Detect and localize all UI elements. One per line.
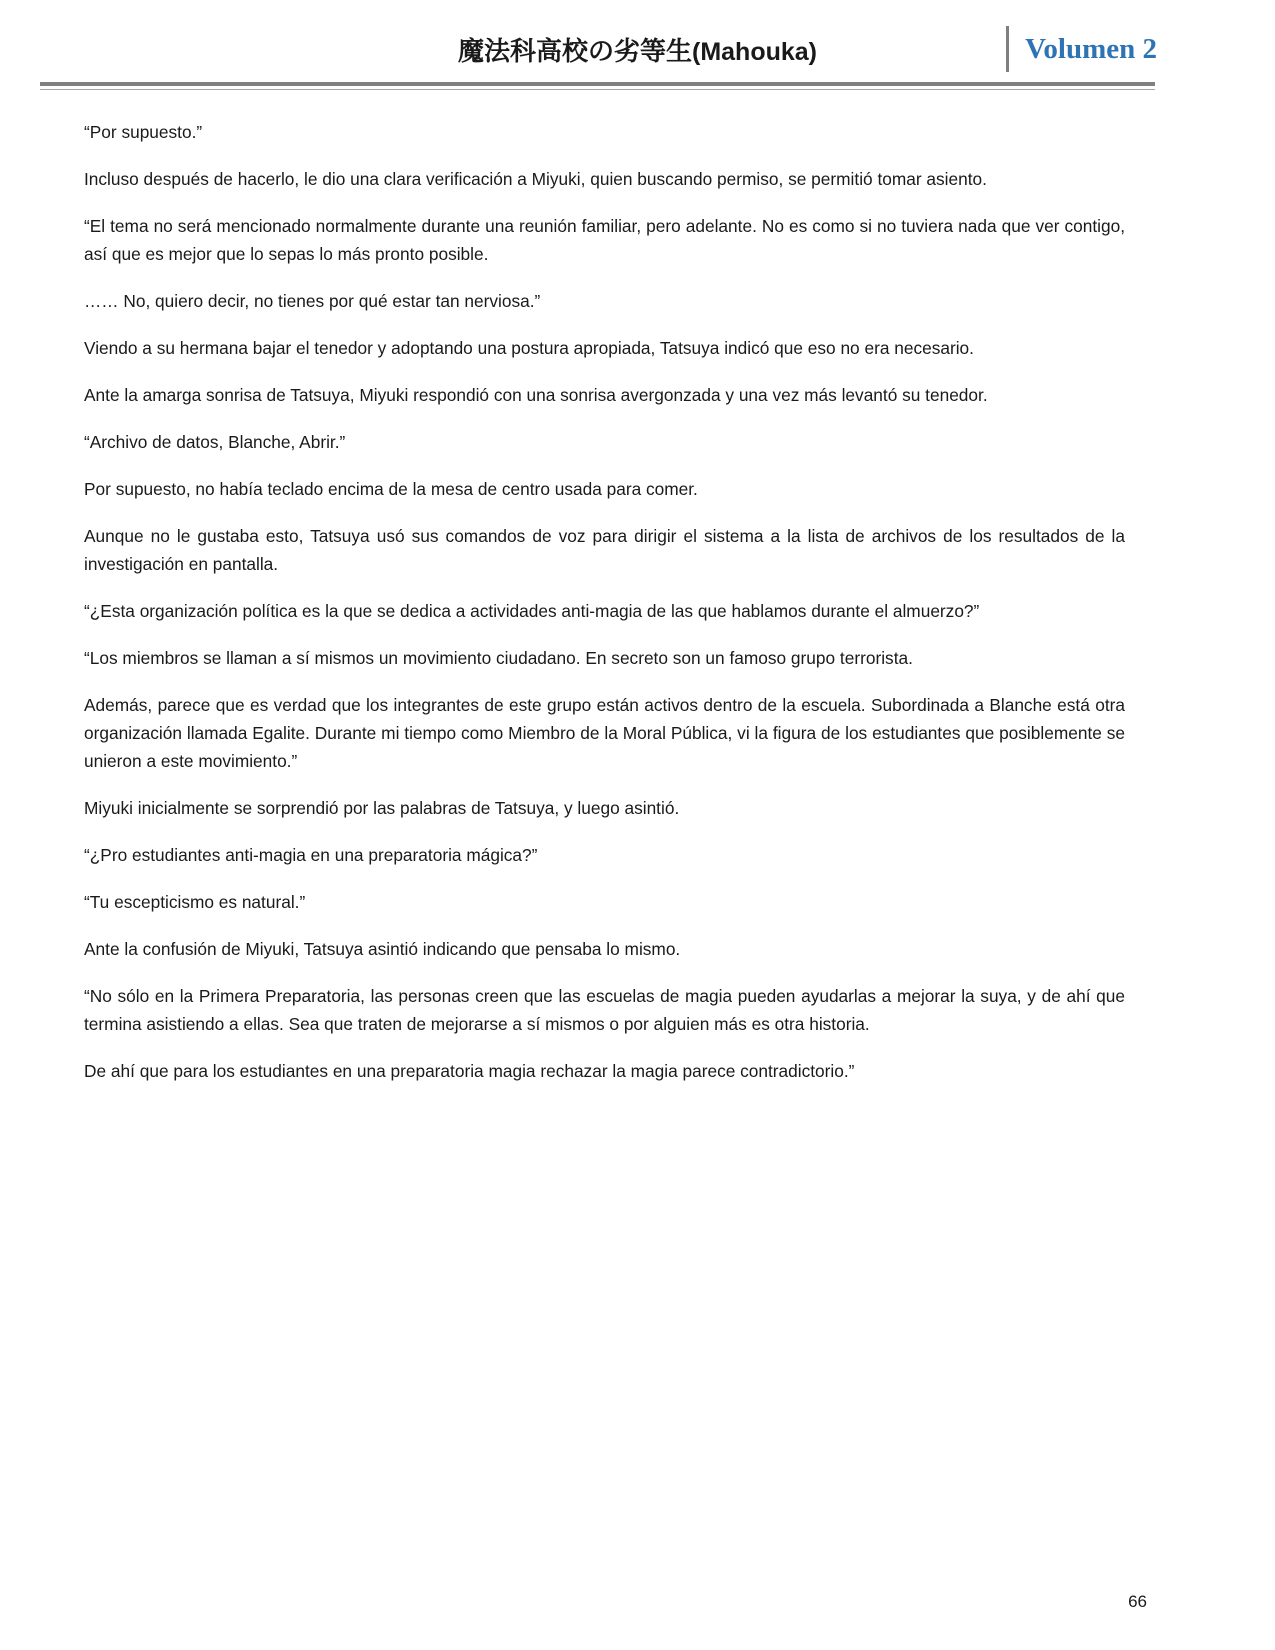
paragraph: De ahí que para los estudiantes en una preparatoria magia rechazar la magia parece contradictorio.” (84, 1061, 855, 1082)
paragraph: “No sólo en la Primera Preparatoria, las personas creen que las escuelas de magia pueden ayudarlas a mejorar la suya, y de ahí que termina asistiendo a ellas. Sea que traten de mejorarse a sí mismos o por alguien más es otra historia. (84, 986, 1125, 1035)
paragraph: Aunque no le gustaba esto, Tatsuya usó sus comandos de voz para dirigir el sistema a la lista de archivos de los resultados de la investigación en pantalla. (84, 526, 1125, 575)
header-divider (1006, 26, 1009, 72)
paragraph: …… No, quiero decir, no tienes por qué estar tan nerviosa.” (84, 291, 541, 312)
header-volume-group (1006, 26, 1157, 72)
paragraph: Además, parece que es verdad que los integrantes de este grupo están activos dentro de la escuela. Subordinada a Blanche está otra organización llamada Egalite. Durante mi tiempo como Miembro de la Moral Pública, vi la figura de los estudiantes que posiblemente se unieron a este movimiento.” (84, 695, 1125, 772)
paragraph: Ante la amarga sonrisa de Tatsuya, Miyuki respondió con una sonrisa avergonzada y una vez más levantó su tenedor. (84, 385, 988, 406)
page-number: 66 (1128, 1592, 1147, 1611)
page-header (0, 0, 1275, 92)
paragraph: “¿Pro estudiantes anti-magia en una preparatoria mágica?” (84, 845, 538, 866)
header-title-latin: (Mahouka) (692, 38, 817, 66)
header-rule-thin (40, 89, 1155, 90)
header-title-japanese: 魔法科高校の劣等生 (457, 37, 692, 67)
paragraph: “Archivo de datos, Blanche, Abrir.” (84, 432, 346, 453)
paragraph: “Por supuesto.” (84, 122, 203, 142)
paragraph: Por supuesto, no había teclado encima de la mesa de centro usada para comer. (84, 479, 698, 500)
paragraph: “El tema no será mencionado normalmente durante una reunión familiar, pero adelante. No es como si no tuviera nada que ver contigo, así que es mejor que lo sepas lo más pronto posible. (84, 216, 1125, 265)
paragraph: Incluso después de hacerlo, le dio una clara verificación a Miyuki, quien buscando permiso, se permitió tomar asiento. (84, 169, 987, 190)
paragraph: Miyuki inicialmente se sorprendió por las palabras de Tatsuya, y luego asintió. (84, 798, 680, 819)
header-inner (0, 0, 1275, 78)
paragraph: “Los miembros se llaman a sí mismos un movimiento ciudadano. En secreto son un famoso grupo terrorista. (84, 648, 913, 669)
paragraph: “¿Esta organización política es la que se dedica a actividades anti-magia de las que hablamos durante el almuerzo?” (84, 601, 980, 622)
header-volume-label: Volumen 2 (1025, 32, 1157, 65)
page-footer (0, 1592, 1275, 1612)
paragraph: “Tu escepticismo es natural.” (84, 892, 306, 913)
paragraph: Ante la confusión de Miyuki, Tatsuya asintió indicando que pensaba lo mismo. (84, 939, 681, 960)
paragraph: Viendo a su hermana bajar el tenedor y adoptando una postura apropiada, Tatsuya indicó que eso no era necesario. (84, 338, 974, 359)
body-text (0, 92, 1275, 1085)
header-rule-thick (40, 82, 1155, 86)
